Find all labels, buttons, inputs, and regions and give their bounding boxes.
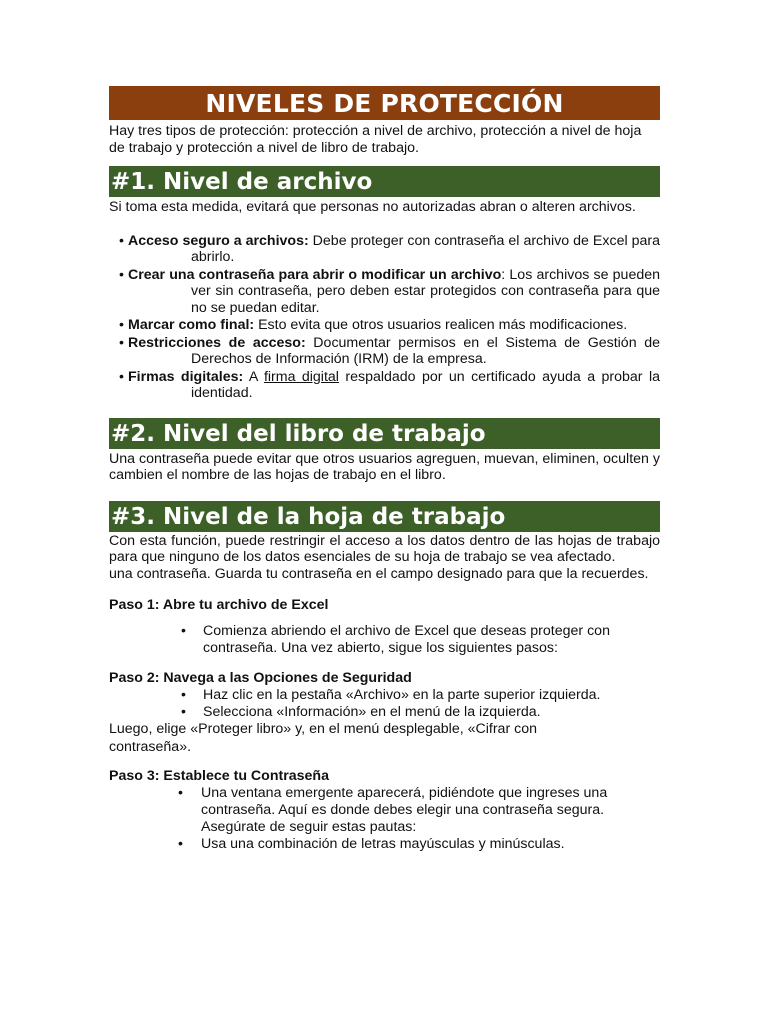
- list-item: [109, 317, 660, 334]
- section1-paragraph: Si toma esta medida, evitará que personas no autorizadas abran o alteren archivos.: [109, 199, 636, 215]
- bullet-icon: •: [181, 703, 186, 720]
- list-item: [109, 687, 660, 704]
- list-item: [109, 233, 660, 266]
- list-item: [109, 369, 660, 402]
- bullet-icon: •: [119, 334, 124, 351]
- list-item: [109, 836, 660, 853]
- item-bold-label: Firmas digitales:: [128, 368, 244, 385]
- step2-after-paragraph: Luego, elige «Proteger libro» y, en el menú desplegable, «Cifrar con contraseña».: [109, 721, 537, 755]
- item-bold-label: Marcar como final:: [128, 317, 255, 333]
- step3-title: Paso 3: Establece tu Contraseña: [109, 768, 329, 784]
- bullet-icon: •: [119, 232, 124, 249]
- item-text: Una ventana emergente aparecerá, pidiéndote que ingreses una contraseña. Aquí es donde debes elegir una contraseña segura. Asegúrate de seguir estas pautas:: [201, 785, 608, 835]
- item-text: Selecciona «Información» en el menú de la izquierda.: [203, 703, 541, 720]
- section3-paragraph: Con esta función, puede restringir el acceso a los datos dentro de las hojas de trabajo para que ninguno de los datos esenciales de su hoja de trabajo se vea afectado.: [109, 532, 660, 565]
- list-item: [109, 623, 660, 656]
- section3-paragraph-2: una contraseña. Guarda tu contraseña en el campo designado para que la recuerdes.: [109, 565, 649, 582]
- bullet-icon: •: [119, 266, 124, 283]
- section-heading-workbook-level: #2. Nivel del libro de trabajo: [109, 418, 660, 449]
- document-page: [109, 86, 660, 853]
- page-title: NIVELES DE PROTECCIÓN: [109, 86, 660, 120]
- item-bold-label: Crear una contraseña para abrir o modificar un archivo: [128, 266, 502, 283]
- item-text: Documentar permisos en el Sistema de Gestión de Derechos de Información (IRM) de la empresa.: [191, 334, 660, 367]
- bullet-icon: •: [181, 623, 186, 639]
- item-text: Comienza abriendo el archivo de Excel que deseas proteger con contraseña. Una vez abierto, sigue los siguientes pasos:: [203, 623, 610, 656]
- item-text-pre: A: [243, 368, 264, 385]
- item-text: respaldado por un certificado ayuda a probar la identidad.: [191, 368, 660, 401]
- item-text: Haz clic en la pestaña «Archivo» en la parte superior izquierda.: [203, 687, 601, 703]
- item-bold-label: Acceso seguro a archivos:: [128, 232, 309, 249]
- section2-paragraph: Una contraseña puede evitar que otros usuarios agreguen, muevan, eliminen, oculten y cambien el nombre de las hojas de trabajo en el libro.: [109, 450, 660, 483]
- step1-list: [109, 623, 660, 656]
- item-text: Usa una combinación de letras mayúsculas y minúsculas.: [201, 836, 565, 852]
- item-text: Debe proteger con contraseña el archivo de Excel para abrirlo.: [191, 232, 660, 265]
- list-item: [109, 267, 660, 317]
- list-item: [109, 785, 660, 836]
- bullet-icon: •: [178, 785, 183, 801]
- bullet-icon: •: [178, 836, 183, 852]
- step3-list: [109, 785, 660, 853]
- list-item: [109, 704, 660, 721]
- digital-signature-link[interactable]: firma digital: [263, 368, 339, 385]
- step2-list: [109, 687, 660, 720]
- intro-paragraph: Hay tres tipos de protección: protección a nivel de archivo, protección a nivel de hoja de trabajo y protección a nivel de libro de trabajo.: [109, 123, 642, 156]
- section-heading-worksheet-level: #3. Nivel de la hoja de trabajo: [109, 501, 660, 532]
- section-heading-file-level: #1. Nivel de archivo: [109, 166, 660, 197]
- bullet-icon: •: [119, 368, 124, 385]
- bullet-icon: •: [181, 687, 186, 703]
- bullet-icon: •: [119, 317, 124, 333]
- step2-title: Paso 2: Navega a las Opciones de Seguridad: [109, 670, 412, 686]
- file-level-list: [109, 233, 660, 402]
- step1-title: Paso 1: Abre tu archivo de Excel: [109, 597, 329, 613]
- item-text: Esto evita que otros usuarios realicen más modificaciones.: [254, 317, 628, 333]
- item-bold-label: Restricciones de acceso:: [128, 334, 306, 351]
- item-text: : Los archivos se pueden ver sin contraseña, pero deben estar protegidos con contraseña para que no se puedan editar.: [191, 266, 660, 316]
- list-item: [109, 335, 660, 368]
